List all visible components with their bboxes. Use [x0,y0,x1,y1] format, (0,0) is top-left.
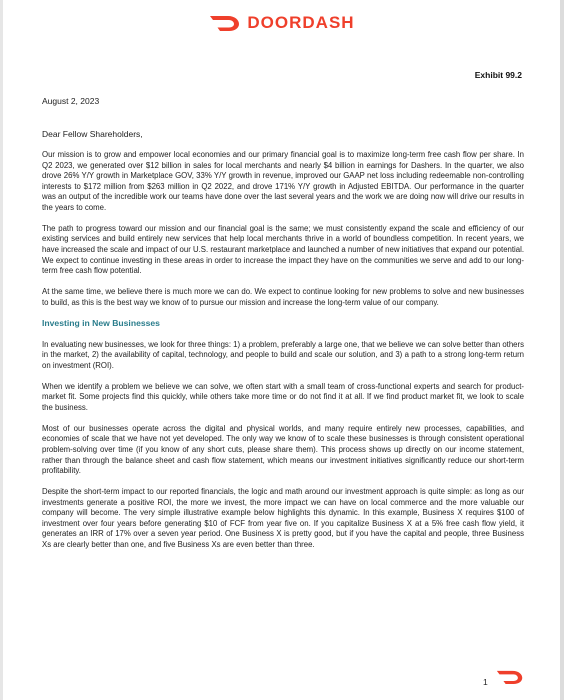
brand-name: DOORDASH [247,13,355,32]
page-edge-right [560,0,564,700]
paragraph-operate-digital-physical: Most of our businesses operate across the digital and physical worlds, and many require entirely new processes, capabilities, and economies of scale that we have not yet developed. The only way we know of to scale these businesses is through consistent operational problem-solving over time (if you know of any short cuts, please share them). This process shows up directly on our income statement, rather than through the balance sheet and cash flow statement, which means our investment initiatives significantly reduce our short-term profitability. [42,423,524,476]
paragraph-short-term-impact: Despite the short-term impact to our reported financials, the logic and math around our investment approach is quite simple: as long as our investments generate a positive ROI, the more we invest, the more impact we can have on local commerce and the more valuable our company will become. The very simple illustrative example below highlights this dynamic. In this example, Business X requires $100 of investment over four years before generating $10 of FCF from year five on. If you capitalize Business X at a 5% free cash flow yield, it generates an IRR of 17% over a seven year period. One Business X is pretty good, but if you have the capital and people, three Business Xs are clearly better than one, and five Business Xs are even better than three. [42,486,524,549]
paragraph-mission: Our mission is to grow and empower local economies and our primary financial goal is to maximize long-term free cash flow per share. In Q2 2023, we generated over $12 billion in sales for local merchants and nearly $4 billion in earnings for Dashers. In the quarter, we also drove 26% Y/Y growth in Marketplace GOV, 33% Y/Y growth in revenue, improved our GAAP net loss including redeemable non-controlling interests to $172 million from $263 million in Q2 2022, and drove 171% Y/Y growth in Adjusted EBITDA. Our performance in the quarter was an output of the incredible work our teams have done over the last several years and the work we are doing now will drive our results in the years to come. [42,150,524,212]
paragraph-evaluating-businesses: In evaluating new businesses, we look for three things: 1) a problem, preferably a large one, that we believe we can solve better than others in the market, 2) the availability of capital, technology, and people to build and scale our solution, and 3) a path to a strong long-term return on investment (ROI). [42,339,524,371]
paragraph-path-to-progress: The path to progress toward our mission and our financial goal is the same; we must consistently expand the scale and efficiency of our existing services and build entirely new services that help local merchants thrive in a world of boundless competition. In recent years, we have increased the scale and impact of our U.S. restaurant marketplace and launched a number of new initiatives that expand our potential. We expect to continue investing in these areas in order to increase the impact they have on the communities we serve and add to our long-term free cash flow potential. [42,223,524,276]
section-heading: Investing in New Businesses [42,318,160,329]
page-edge-left [0,0,3,700]
exhibit-label: Exhibit 99.2 [474,70,522,80]
letter-date: August 2, 2023 [42,96,100,106]
page-number: 1 [483,677,488,687]
paragraph-identify-problem: When we identify a problem we believe we can solve, we often start with a small team of cross-functional experts and search for product-market fit. Some projects find this quickly, while others take more time or do not find it at all. If we find product market fit, we look to scale the business. [42,381,524,413]
doordash-dash-icon [209,14,241,32]
paragraph-at-the-same-time: At the same time, we believe there is much more we can do. We expect to continue looking for new problems to solve and new businesses to build, as this is the best way we know of to pursue our mission and increase the long-term value of our company. [42,286,524,307]
doordash-logo [209,13,354,33]
letterhead [0,13,564,33]
salutation: Dear Fellow Shareholders, [42,129,143,139]
letter-body [42,150,524,561]
doordash-dash-icon [496,669,524,685]
